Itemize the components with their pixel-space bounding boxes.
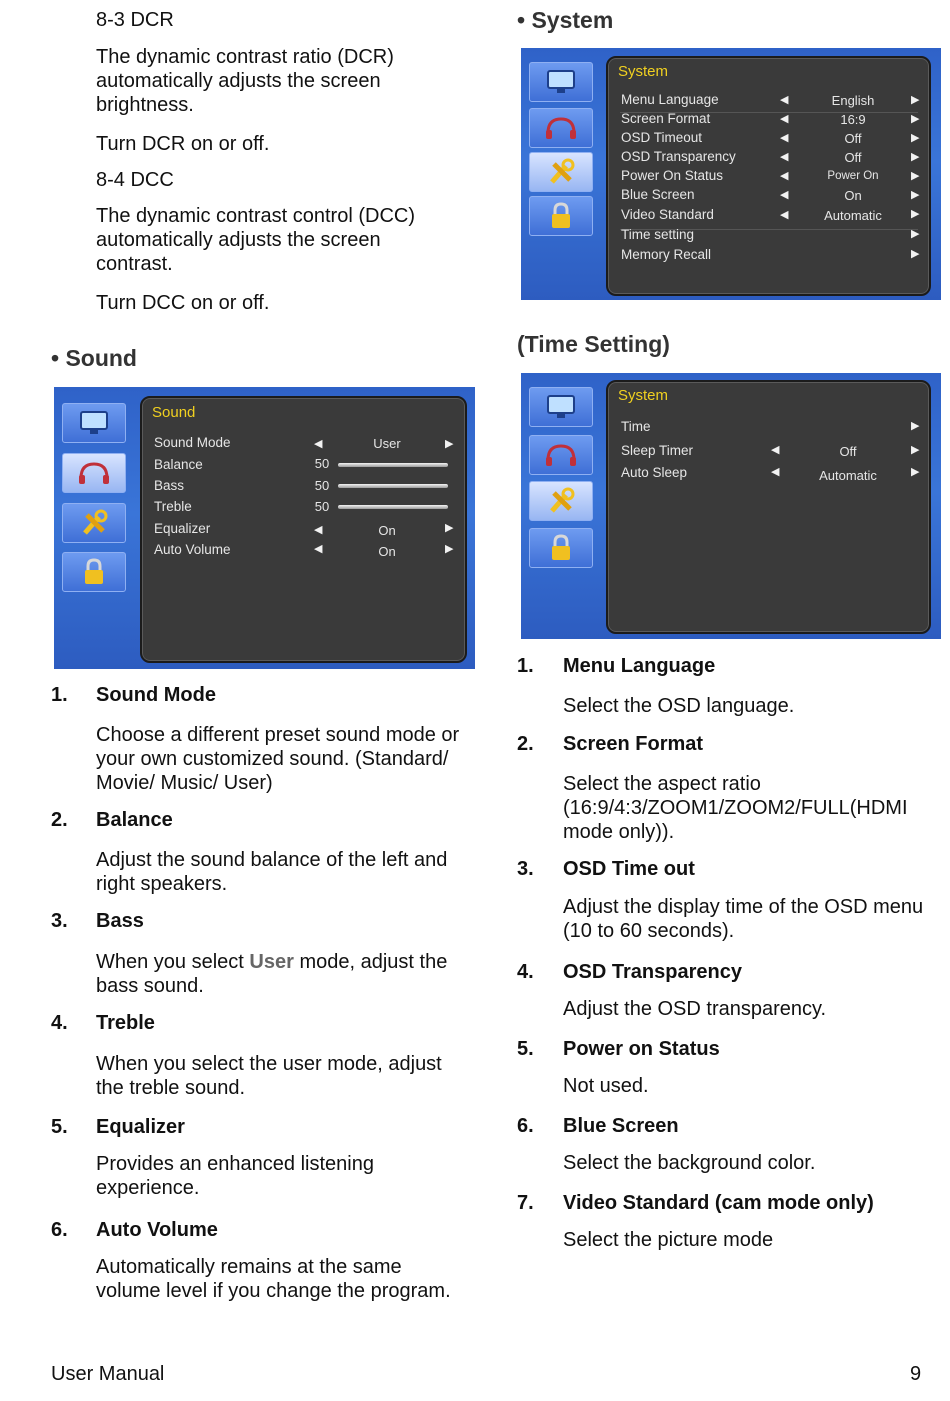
- list-item-title: Treble: [96, 1012, 155, 1034]
- dcc-description: The dynamic contrast control (DCC) automatically adjusts the screen contrast.: [96, 205, 415, 275]
- system-section-title: • System: [517, 7, 614, 33]
- list-item-number: 4.: [51, 1012, 68, 1034]
- list-item-number: 4.: [517, 961, 534, 983]
- osd-icon-sound: [62, 453, 126, 493]
- osd-row-label: Memory Recall: [621, 247, 712, 262]
- osd-row-value: On: [844, 188, 862, 203]
- arrow-left-icon: ◀: [780, 132, 789, 144]
- list-item-number: 5.: [51, 1116, 68, 1138]
- dcr-description: The dynamic contrast ratio (DCR) automatically adjusts the screen brightness.: [96, 46, 394, 116]
- osd-row-value: On: [378, 523, 396, 538]
- list-item-number: 2.: [51, 809, 68, 831]
- list-item-description: Select the background color.: [563, 1152, 816, 1174]
- dcc-heading: 8-4 DCC: [96, 169, 174, 191]
- osd-row-label: Balance: [154, 457, 203, 472]
- list-item-title: OSD Time out: [563, 858, 695, 880]
- bass-desc-user: User: [249, 951, 294, 973]
- arrow-right-icon: ▶: [911, 420, 920, 432]
- arrow-right-icon: ▶: [911, 113, 920, 125]
- list-item-description: Select the aspect ratio (16:9/4:3/ZOOM1/ZOOM2/FULL(HDMI mode only)).: [563, 773, 908, 843]
- list-item-number: 6.: [51, 1219, 68, 1241]
- osd-row-value: 50: [314, 478, 330, 493]
- list-item-title: Power on Status: [563, 1038, 720, 1060]
- arrow-left-icon: ◀: [771, 466, 780, 478]
- list-item-description: When you select the user mode, adjust the treble sound.: [96, 1053, 442, 1099]
- osd-row-label: Time: [621, 419, 651, 434]
- list-item-description: Select the OSD language.: [563, 695, 795, 717]
- osd-row-value: 16:9: [840, 112, 866, 127]
- dcr-toggle-text: Turn DCR on or off.: [96, 133, 270, 155]
- sound-osd-screenshot: [54, 387, 475, 669]
- list-item-description: Provides an enhanced listening experience.: [96, 1153, 374, 1199]
- osd-icon-lock: [529, 528, 593, 568]
- osd-icon-sound: [529, 435, 593, 475]
- dcr-heading: 8-3 DCR: [96, 9, 174, 31]
- osd-level-bar: [338, 505, 448, 509]
- osd-row-value: Automatic: [819, 468, 877, 483]
- list-item-description: Adjust the OSD transparency.: [563, 998, 827, 1020]
- osd-row-label: Power On Status: [621, 168, 724, 183]
- arrow-left-icon: ◀: [780, 189, 789, 201]
- osd-row-label: OSD Transparency: [621, 149, 736, 164]
- list-item-title: Video Standard (cam mode only): [563, 1192, 874, 1214]
- arrow-right-icon: ▶: [445, 522, 454, 534]
- list-item-description: Adjust the sound balance of the left and right speakers.: [96, 849, 448, 895]
- arrow-right-icon: ▶: [445, 543, 454, 555]
- osd-row-value: English: [831, 93, 875, 108]
- osd-row-value: Off: [839, 444, 857, 459]
- arrow-right-icon: ▶: [911, 151, 920, 163]
- osd-row-label: Sound Mode: [154, 435, 231, 450]
- osd-icon-sound: [529, 108, 593, 148]
- osd-row-value: Power On: [827, 170, 879, 182]
- list-item-number: 2.: [517, 733, 534, 755]
- footer-manual-label: User Manual: [51, 1363, 165, 1385]
- list-item-title: Sound Mode: [96, 684, 216, 706]
- osd-row-value: 50: [314, 456, 330, 471]
- system-osd-screenshot: [521, 48, 941, 300]
- arrow-right-icon: ▶: [445, 438, 454, 450]
- osd-row-label: Blue Screen: [621, 187, 695, 202]
- page-number: 9: [910, 1363, 922, 1385]
- list-item-description: Choose a different preset sound mode or your own customized sound. (Standard/ Movie/ Music/ User): [96, 724, 460, 794]
- sound-section-title: • Sound: [51, 345, 137, 371]
- osd-level-bar: [338, 463, 448, 467]
- osd-row-label: Video Standard: [621, 207, 714, 222]
- osd-icon-lock: [62, 552, 126, 592]
- list-item-description: Automatically remains at the same volume level if you change the program.: [96, 1256, 451, 1302]
- osd-row-value: User: [373, 436, 401, 451]
- arrow-left-icon: ◀: [314, 524, 323, 536]
- osd-row-value: Off: [844, 131, 862, 146]
- arrow-right-icon: ▶: [911, 466, 920, 478]
- list-item-title: Screen Format: [563, 733, 704, 755]
- osd-row-value: On: [378, 544, 396, 559]
- arrow-right-icon: ▶: [911, 208, 920, 220]
- time-setting-title: (Time Setting): [517, 331, 670, 357]
- list-item-description: Not used.: [563, 1075, 649, 1097]
- arrow-right-icon: ▶: [911, 189, 920, 201]
- list-item-number: 6.: [517, 1115, 534, 1137]
- osd-row-label: Auto Sleep: [621, 465, 688, 480]
- osd-row-label: Auto Volume: [154, 542, 231, 557]
- arrow-left-icon: ◀: [780, 209, 789, 221]
- osd-row-label: Equalizer: [154, 521, 211, 536]
- arrow-left-icon: ◀: [314, 438, 323, 450]
- osd-row-label: Screen Format: [621, 111, 711, 126]
- list-item-title: Auto Volume: [96, 1219, 218, 1241]
- list-item-number: 1.: [517, 655, 534, 677]
- arrow-right-icon: ▶: [911, 94, 920, 106]
- list-item-title: Balance: [96, 809, 173, 831]
- arrow-right-icon: ▶: [911, 228, 920, 240]
- osd-icon-tools: [529, 481, 593, 521]
- list-item-title: Bass: [96, 910, 144, 932]
- arrow-right-icon: ▶: [911, 170, 920, 182]
- list-item-number: 3.: [51, 910, 68, 932]
- arrow-left-icon: ◀: [780, 151, 789, 163]
- system-osd-title: System: [618, 63, 669, 80]
- osd-row-value: Off: [844, 150, 862, 165]
- osd-row-label: Bass: [154, 478, 185, 493]
- list-item-description: Select the picture mode: [563, 1229, 774, 1251]
- osd-icon-picture: [62, 403, 126, 443]
- arrow-right-icon: ▶: [911, 248, 920, 260]
- list-item-title: Menu Language: [563, 655, 716, 677]
- time-osd-screenshot: [521, 373, 941, 639]
- osd-row-label: OSD Timeout: [621, 130, 703, 145]
- osd-icon-picture: [529, 387, 593, 427]
- list-item-description: Adjust the display time of the OSD menu (10 to 60 seconds).: [563, 896, 924, 942]
- osd-row-value: 50: [314, 499, 330, 514]
- osd-row-label: Treble: [154, 499, 192, 514]
- osd-icon-tools: [529, 152, 593, 192]
- osd-row-label: Time setting: [621, 227, 695, 242]
- osd-row-value: Automatic: [824, 208, 882, 223]
- list-item-title: Equalizer: [96, 1116, 185, 1138]
- osd-icon-tools: [62, 503, 126, 543]
- time-osd-panel: [606, 380, 931, 634]
- arrow-left-icon: ◀: [771, 444, 780, 456]
- arrow-right-icon: ▶: [911, 132, 920, 144]
- osd-icon-lock: [529, 196, 593, 236]
- list-item-title: OSD Transparency: [563, 961, 742, 983]
- osd-level-bar: [338, 484, 448, 488]
- arrow-left-icon: ◀: [780, 94, 789, 106]
- list-item-number: 5.: [517, 1038, 534, 1060]
- bass-desc-post: mode, adjust the bass sound.: [96, 951, 448, 997]
- system-osd-panel: [606, 56, 931, 296]
- arrow-left-icon: ◀: [780, 113, 789, 125]
- list-item-number: 7.: [517, 1192, 534, 1214]
- arrow-left-icon: ◀: [314, 543, 323, 555]
- list-item-description: [96, 950, 466, 998]
- bass-desc-pre: When you select: [96, 951, 250, 973]
- arrow-right-icon: ▶: [911, 444, 920, 456]
- osd-row-label: Sleep Timer: [621, 443, 694, 458]
- osd-row-label: Menu Language: [621, 92, 719, 107]
- osd-icon-picture: [529, 62, 593, 102]
- sound-osd-panel: [140, 396, 467, 663]
- time-osd-title: System: [618, 387, 669, 404]
- dcc-toggle-text: Turn DCC on or off.: [96, 292, 270, 314]
- arrow-left-icon: ◀: [780, 170, 789, 182]
- sound-osd-title: Sound: [152, 404, 196, 421]
- list-item-number: 1.: [51, 684, 68, 706]
- list-item-title: Blue Screen: [563, 1115, 679, 1137]
- list-item-number: 3.: [517, 858, 534, 880]
